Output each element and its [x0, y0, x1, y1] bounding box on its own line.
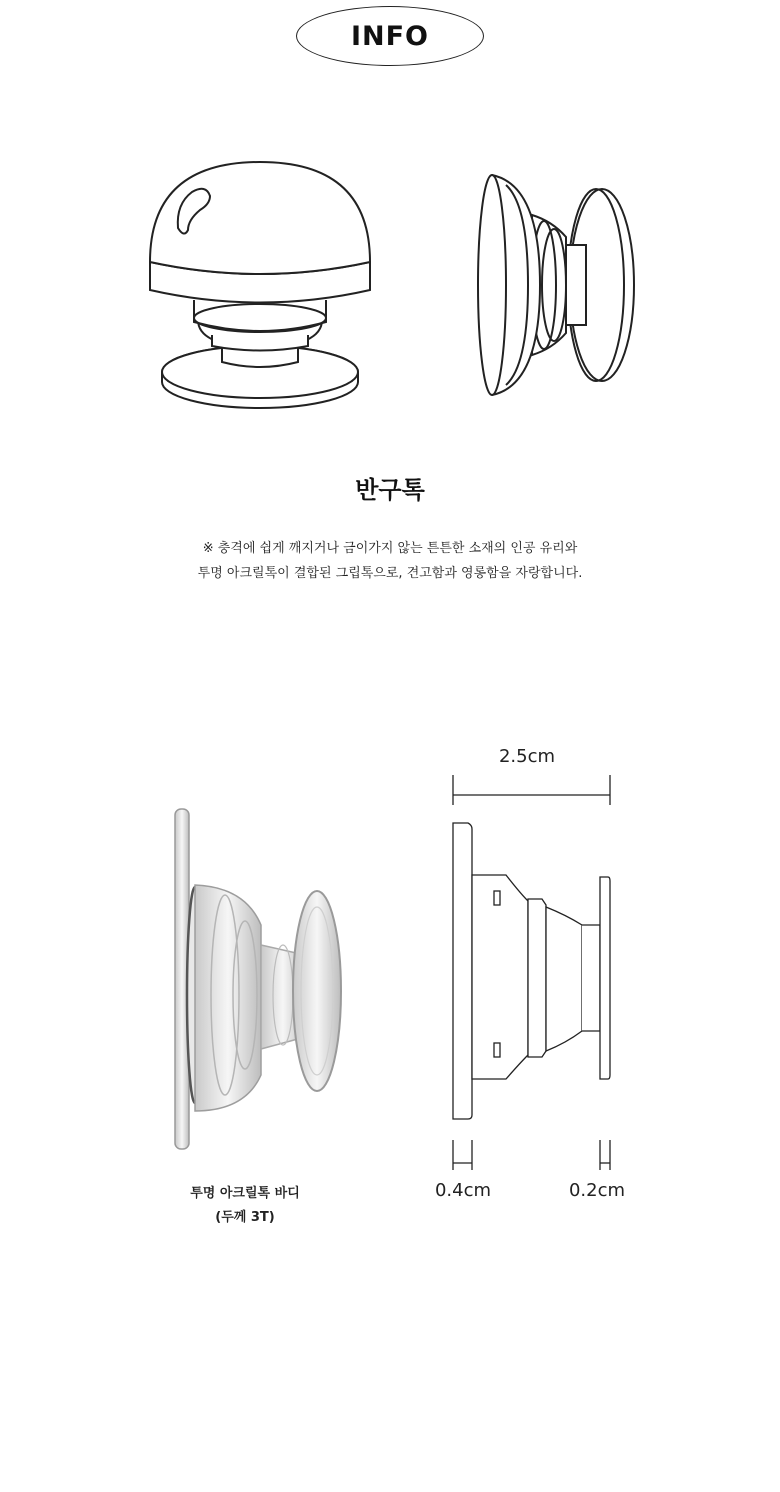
product-description-line-1: ※ 충격에 쉽게 깨지거나 금이가지 않는 튼튼한 소재의 인공 유리와 [202, 541, 578, 556]
dimension-drawing [440, 765, 630, 1180]
top-thickness-label: 0.2cm [568, 1180, 626, 1201]
body-caption-title: 투명 아크릴톡 바디 [190, 1186, 300, 1201]
body-caption-thickness: (두께 3T) [215, 1210, 275, 1225]
product-description-line-2: 투명 아크릴톡이 결합된 그립톡으로, 견고함과 영롱함을 자랑합니다. [197, 566, 583, 581]
acrylic-body-photo [165, 805, 350, 1155]
product-name: 반구톡 [355, 476, 425, 504]
diameter-label: 2.5cm [498, 746, 556, 767]
hemisphere-front-drawing [140, 150, 380, 415]
info-title: INFO [350, 20, 430, 52]
info-badge [296, 6, 484, 66]
hemisphere-side-drawing [470, 165, 645, 405]
base-thickness-label: 0.4cm [434, 1180, 492, 1201]
